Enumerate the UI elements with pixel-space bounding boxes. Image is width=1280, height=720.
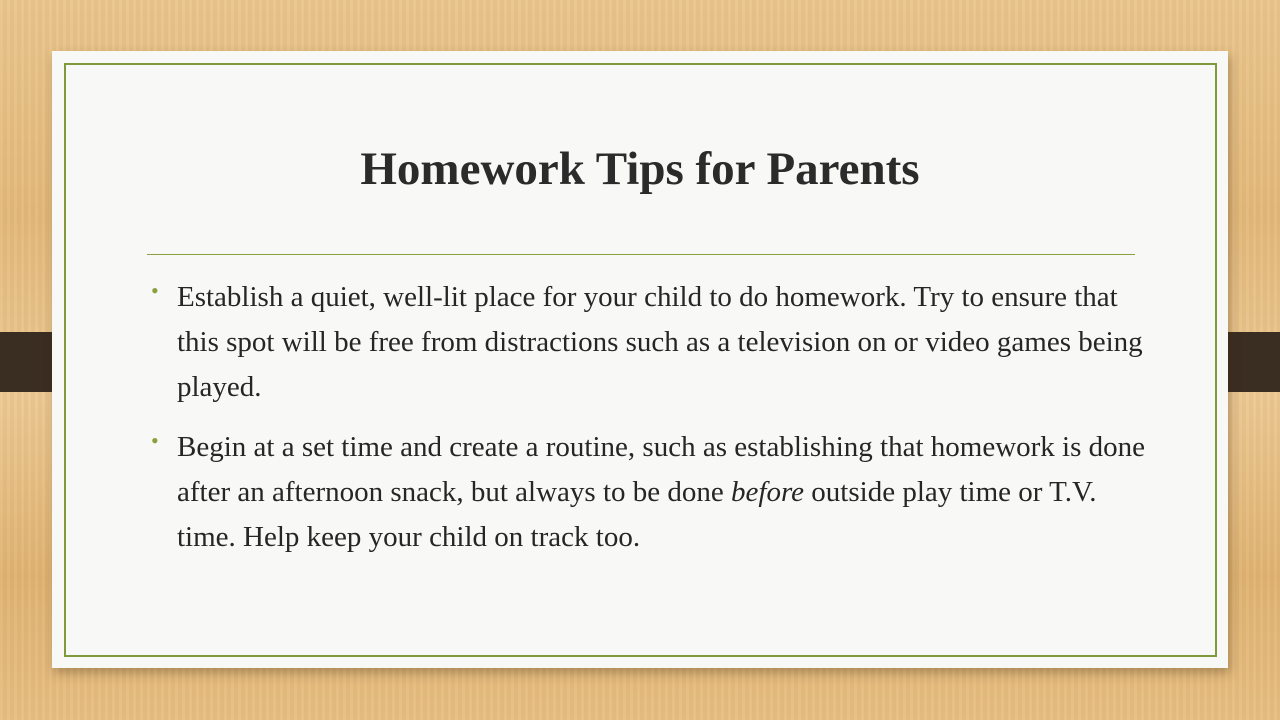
bullet-text: Establish a quiet, well-lit place for your child to do homework. Try to ensure that this spot will be free from distractions such as a television on or video games being played. — [177, 281, 1143, 403]
title-divider — [147, 254, 1135, 255]
bullet-text-part-2: outside play time or T.V. time. Help keep your child on track too. — [177, 476, 1097, 553]
slide-paper — [52, 51, 1228, 668]
bullet-item-quiet-place — [147, 275, 1147, 410]
bullet-item-routine — [147, 425, 1147, 560]
bullet-text-emphasis: before — [731, 476, 805, 508]
bullet-dot-icon: • — [151, 428, 159, 453]
slide-title: Homework Tips for Parents — [360, 143, 920, 195]
bullet-dot-icon: • — [151, 278, 159, 303]
bullet-text-part-1: Begin at a set time and create a routine, such as establishing that homework is done after an afternoon snack, but always to be done — [177, 431, 1146, 508]
bullet-list — [147, 275, 1147, 575]
